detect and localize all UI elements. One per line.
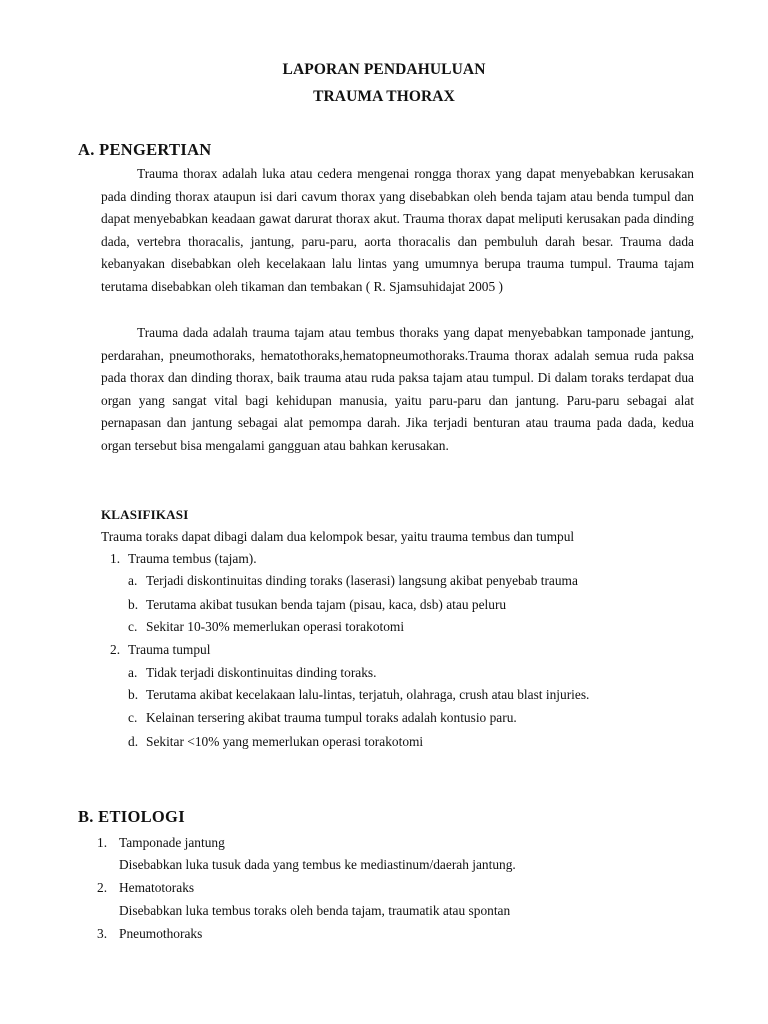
list-marker: b. [128, 687, 139, 702]
klasifikasi-heading: KLASIFIKASI [101, 507, 189, 522]
sub-list-item-text: Terutama akibat kecelakaan lalu-lintas, terjatuh, olahraga, crush atau blast injuries. [146, 687, 590, 702]
list-marker: c. [128, 619, 138, 634]
document-title-line-2: TRAUMA THORAX [313, 88, 455, 105]
list-marker: 2. [110, 642, 121, 657]
section-a-heading: A. PENGERTIAN [78, 140, 212, 159]
list-item [110, 642, 210, 658]
section-a-paragraph-2: Trauma dada adalah trauma tajam atau tembus thoraks yang dapat menyebabkan tamponade jantung, perdarahan, pneumothoraks, hematothoraks,hematopneumothoraks.Trauma thorax adalah semua ruda paksa pada thorax dan dinding thorax, baik trauma atau ruda paksa tajam atau tumpul. Di dalam toraks terdapat dua organ yang sangat vital bagi kehidupan manusia, yaitu paru-paru dan jantung. Paru-paru sebagai alat pernapasan dan jantung sebagai alat pemompa darah. Jika terjadi benturan atau trauma pada dada, kedua organ tersebut bisa mengalami gangguan atau bahkan kerusakan. [101, 325, 694, 453]
sub-list-item-text: Tidak terjadi diskontinuitas dinding toraks. [146, 665, 377, 680]
list-marker: b. [128, 597, 139, 612]
sub-list-item [128, 734, 423, 750]
list-marker: 2. [97, 880, 108, 895]
sub-list-item-text: Sekitar 10-30% memerlukan operasi torakotomi [146, 619, 405, 634]
list-item-description: Disebabkan luka tusuk dada yang tembus ke mediastinum/daerah jantung. [119, 857, 516, 872]
sub-list-item [128, 573, 578, 589]
list-item-label: Pneumothoraks [119, 926, 203, 941]
klasifikasi-intro: Trauma toraks dapat dibagi dalam dua kelompok besar, yaitu trauma tembus dan tumpul [101, 529, 575, 544]
sub-list-item [128, 619, 404, 635]
list-marker: a. [128, 665, 138, 680]
list-item-label: Tamponade jantung [119, 835, 225, 850]
list-marker: a. [128, 573, 138, 588]
list-marker: 3. [97, 926, 108, 941]
sub-list-item [128, 665, 377, 681]
list-item [110, 551, 257, 567]
sub-list-item [128, 710, 517, 726]
list-item-label: Trauma tembus (tajam). [128, 551, 257, 566]
list-marker: c. [128, 710, 138, 725]
list-item [97, 880, 194, 896]
sub-list-item-text: Sekitar <10% yang memerlukan operasi torakotomi [146, 734, 424, 749]
list-marker: 1. [110, 551, 121, 566]
sub-list-item [128, 687, 589, 703]
list-item-label: Hematotoraks [119, 880, 195, 895]
sub-list-item [128, 597, 506, 613]
sub-list-item-text: Terjadi diskontinuitas dinding toraks (laserasi) langsung akibat penyebab trauma [146, 573, 578, 588]
list-item [97, 926, 202, 942]
list-item [97, 835, 225, 851]
section-b-heading: B. ETIOLOGI [78, 807, 185, 826]
list-item-label: Trauma tumpul [128, 642, 211, 657]
list-marker: d. [128, 734, 139, 749]
sub-list-item-text: Kelainan tersering akibat trauma tumpul toraks adalah kontusio paru. [146, 710, 517, 725]
list-marker: 1. [97, 835, 108, 850]
section-a-paragraph-1: Trauma thorax adalah luka atau cedera mengenai rongga thorax yang dapat menyebabkan kerusakan pada dinding thorax ataupun isi dari cavum thorax yang disebabkan oleh benda tajam atau benda tumpul dan dapat menyebabkan keadaan gawat darurat thorax akut. Trauma thorax dapat meliputi kerusakan pada dinding dada, vertebra thoracalis, jantung, paru-paru, aorta thoracalis dan pembuluh darah besar. Trauma dada kebanyakan disebabkan oleh kecelakaan lalu lintas yang umumnya berupa trauma tumpul. Trauma tajam terutama disebabkan oleh tikaman dan tembakan ( R. Sjamsuhidajat 2005 ) [101, 166, 694, 294]
list-item-description: Disebabkan luka tembus toraks oleh benda tajam, traumatik atau spontan [119, 903, 511, 918]
sub-list-item-text: Terutama akibat tusukan benda tajam (pisau, kaca, dsb) atau peluru [146, 597, 507, 612]
document-title-line-1: LAPORAN PENDAHULUAN [282, 61, 486, 78]
